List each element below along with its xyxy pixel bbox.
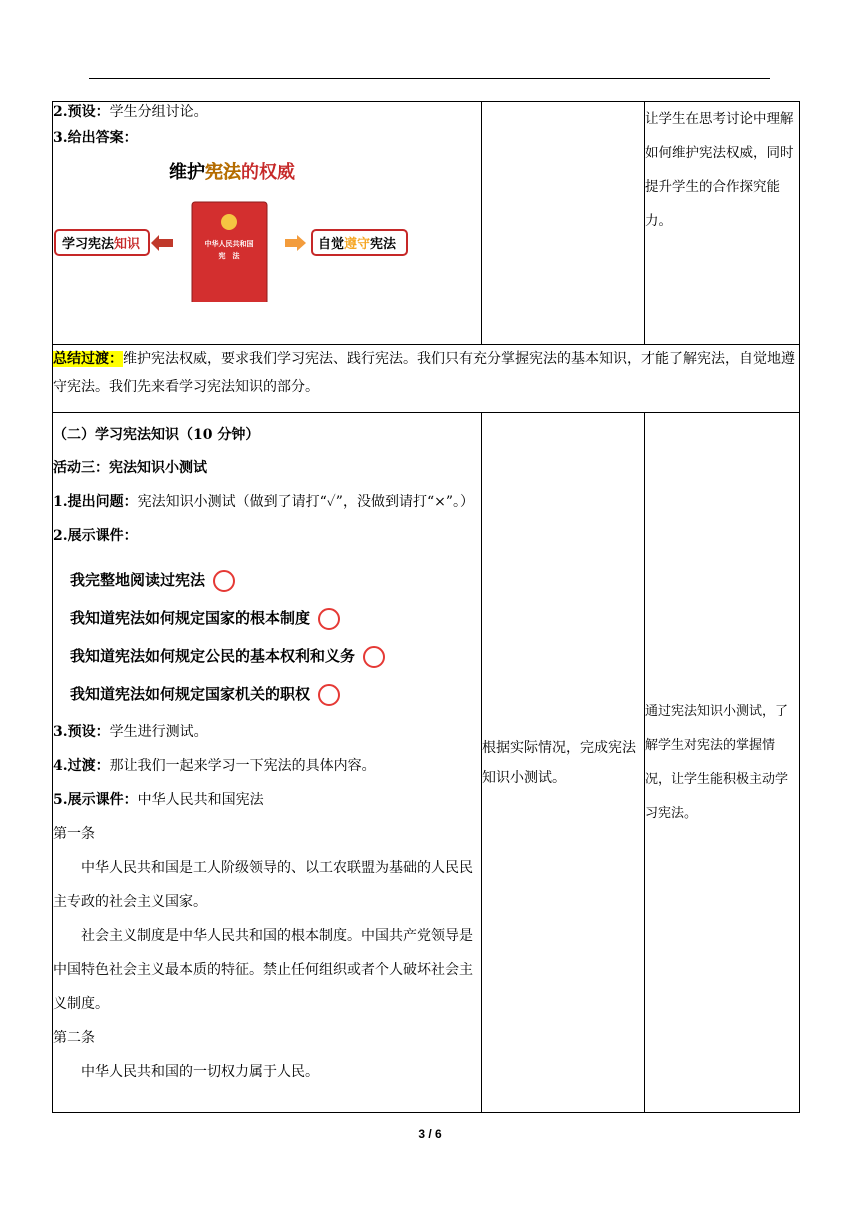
design-intent-text: 通过宪法知识小测试，了解学生对宪法的掌握情况，让学生能积极主动学习宪法。 [645,703,789,821]
courseware-line [53,519,481,553]
answer-label: 3.给出答案： [53,130,138,146]
figure-title-b: 宪法 [205,162,241,183]
preset-line [53,102,481,122]
quiz-item-text: 我知道宪法如何规定公民的基本权利和义务 [70,647,356,665]
courseware-label: 2.展示课件： [53,528,138,544]
answer-label-line [53,128,481,148]
article-title: 第一条 [53,826,95,842]
quiz-list [53,553,481,713]
activity-cell [53,413,482,1113]
preset-line [53,715,481,749]
article-title: 第二条 [53,1030,95,1046]
activity-heading: 活动三：宪法知识小测试 [53,460,207,476]
quiz-item-text: 我完整地阅读过宪法 [70,571,206,589]
student-activity-text: 根据实际情况，完成宪法知识小测试。 [482,739,636,786]
arrow-right-icon [297,235,306,251]
quiz-item [53,561,481,599]
right-box-text-c: 宪法 [370,237,397,252]
constitution-authority-figure [53,150,467,302]
student-activity-cell [482,413,645,1113]
right-box-text-a: 自觉 [318,237,345,252]
left-box-text-b: 知识 [114,237,141,252]
preset-label: 3.预设： [53,724,110,740]
courseware-text: 中华人民共和国宪法 [137,792,264,808]
figure-title-c: 的权威 [241,162,295,183]
activity-cell [53,102,482,345]
preset-text: 学生分组讨论。 [109,104,208,120]
transition-text: 那让我们一起来学习一下宪法的具体内容。 [109,758,376,774]
courseware-line [53,783,481,817]
article-paragraph: 中华人民共和国的一切权力属于人民。 [81,1064,319,1080]
design-intent-cell [645,413,800,1113]
quiz-item-text: 我知道宪法如何规定国家的根本制度 [70,609,311,627]
summary-text: 维护宪法权威，要求我们学习宪法、践行宪法。我们只有充分掌握宪法的基本知识，才能了解宪法，自觉地遵守宪法。我们先来看学习宪法知识的部分。 [53,351,795,395]
summary-cell [53,345,800,413]
national-emblem-icon [221,214,237,230]
arrow-right-shaft [285,239,297,247]
quiz-item-text: 我知道宪法如何规定国家机关的职权 [70,685,311,703]
answer-circle-icon[interactable] [213,570,235,592]
question-text: 宪法知识小测试（做到了请打“✓”，没做到请打“×”。） [137,494,475,510]
transition-line [53,749,481,783]
article-paragraph: 中华人民共和国是工人阶级领导的、以工农联盟为基础的人民民主专政的社会主义国家。 [53,860,473,910]
lesson-plan-table [52,101,800,1113]
answer-circle-icon[interactable] [363,646,385,668]
quiz-item [53,637,481,675]
courseware-label: 5.展示课件： [53,792,138,808]
left-box-text-a: 学习宪法 [62,237,115,252]
table-row [53,345,800,413]
summary-paragraph [53,345,799,401]
figure-title-a: 维护 [169,162,205,183]
quiz-item [53,675,481,713]
transition-label: 4.过渡： [53,758,110,774]
answer-circle-icon[interactable] [318,608,340,630]
book-title-line2: 宪 法 [218,252,240,260]
header-rule [89,78,770,79]
summary-label: 总结过渡： [53,351,123,367]
book-title-line1: 中华人民共和国 [204,240,254,248]
article-paragraph: 社会主义制度是中华人民共和国的根本制度。中国共产党领导是中国特色社会主义最本质的特征。禁止任何组织或者个人破坏社会主义制度。 [53,928,473,1012]
question-label: 1.提出问题： [53,494,138,510]
section-heading: （二）学习宪法知识（10 分钟） [53,427,260,443]
page-number: 3 / 6 [418,1127,442,1141]
preset-label: 2.预设： [53,104,110,120]
design-intent-text: 让学生在思考讨论中理解如何维护宪法权威，同时提升学生的合作探究能力。 [645,111,794,229]
question-line [53,485,481,519]
answer-circle-icon[interactable] [318,684,340,706]
student-activity-cell [482,102,645,345]
table-row [53,102,800,345]
preset-text: 学生进行测试。 [109,724,208,740]
arrow-left-shaft [159,239,173,247]
quiz-item [53,599,481,637]
table-row [53,413,800,1113]
right-box-text-b: 遵守 [344,237,371,252]
design-intent-cell [645,102,800,345]
